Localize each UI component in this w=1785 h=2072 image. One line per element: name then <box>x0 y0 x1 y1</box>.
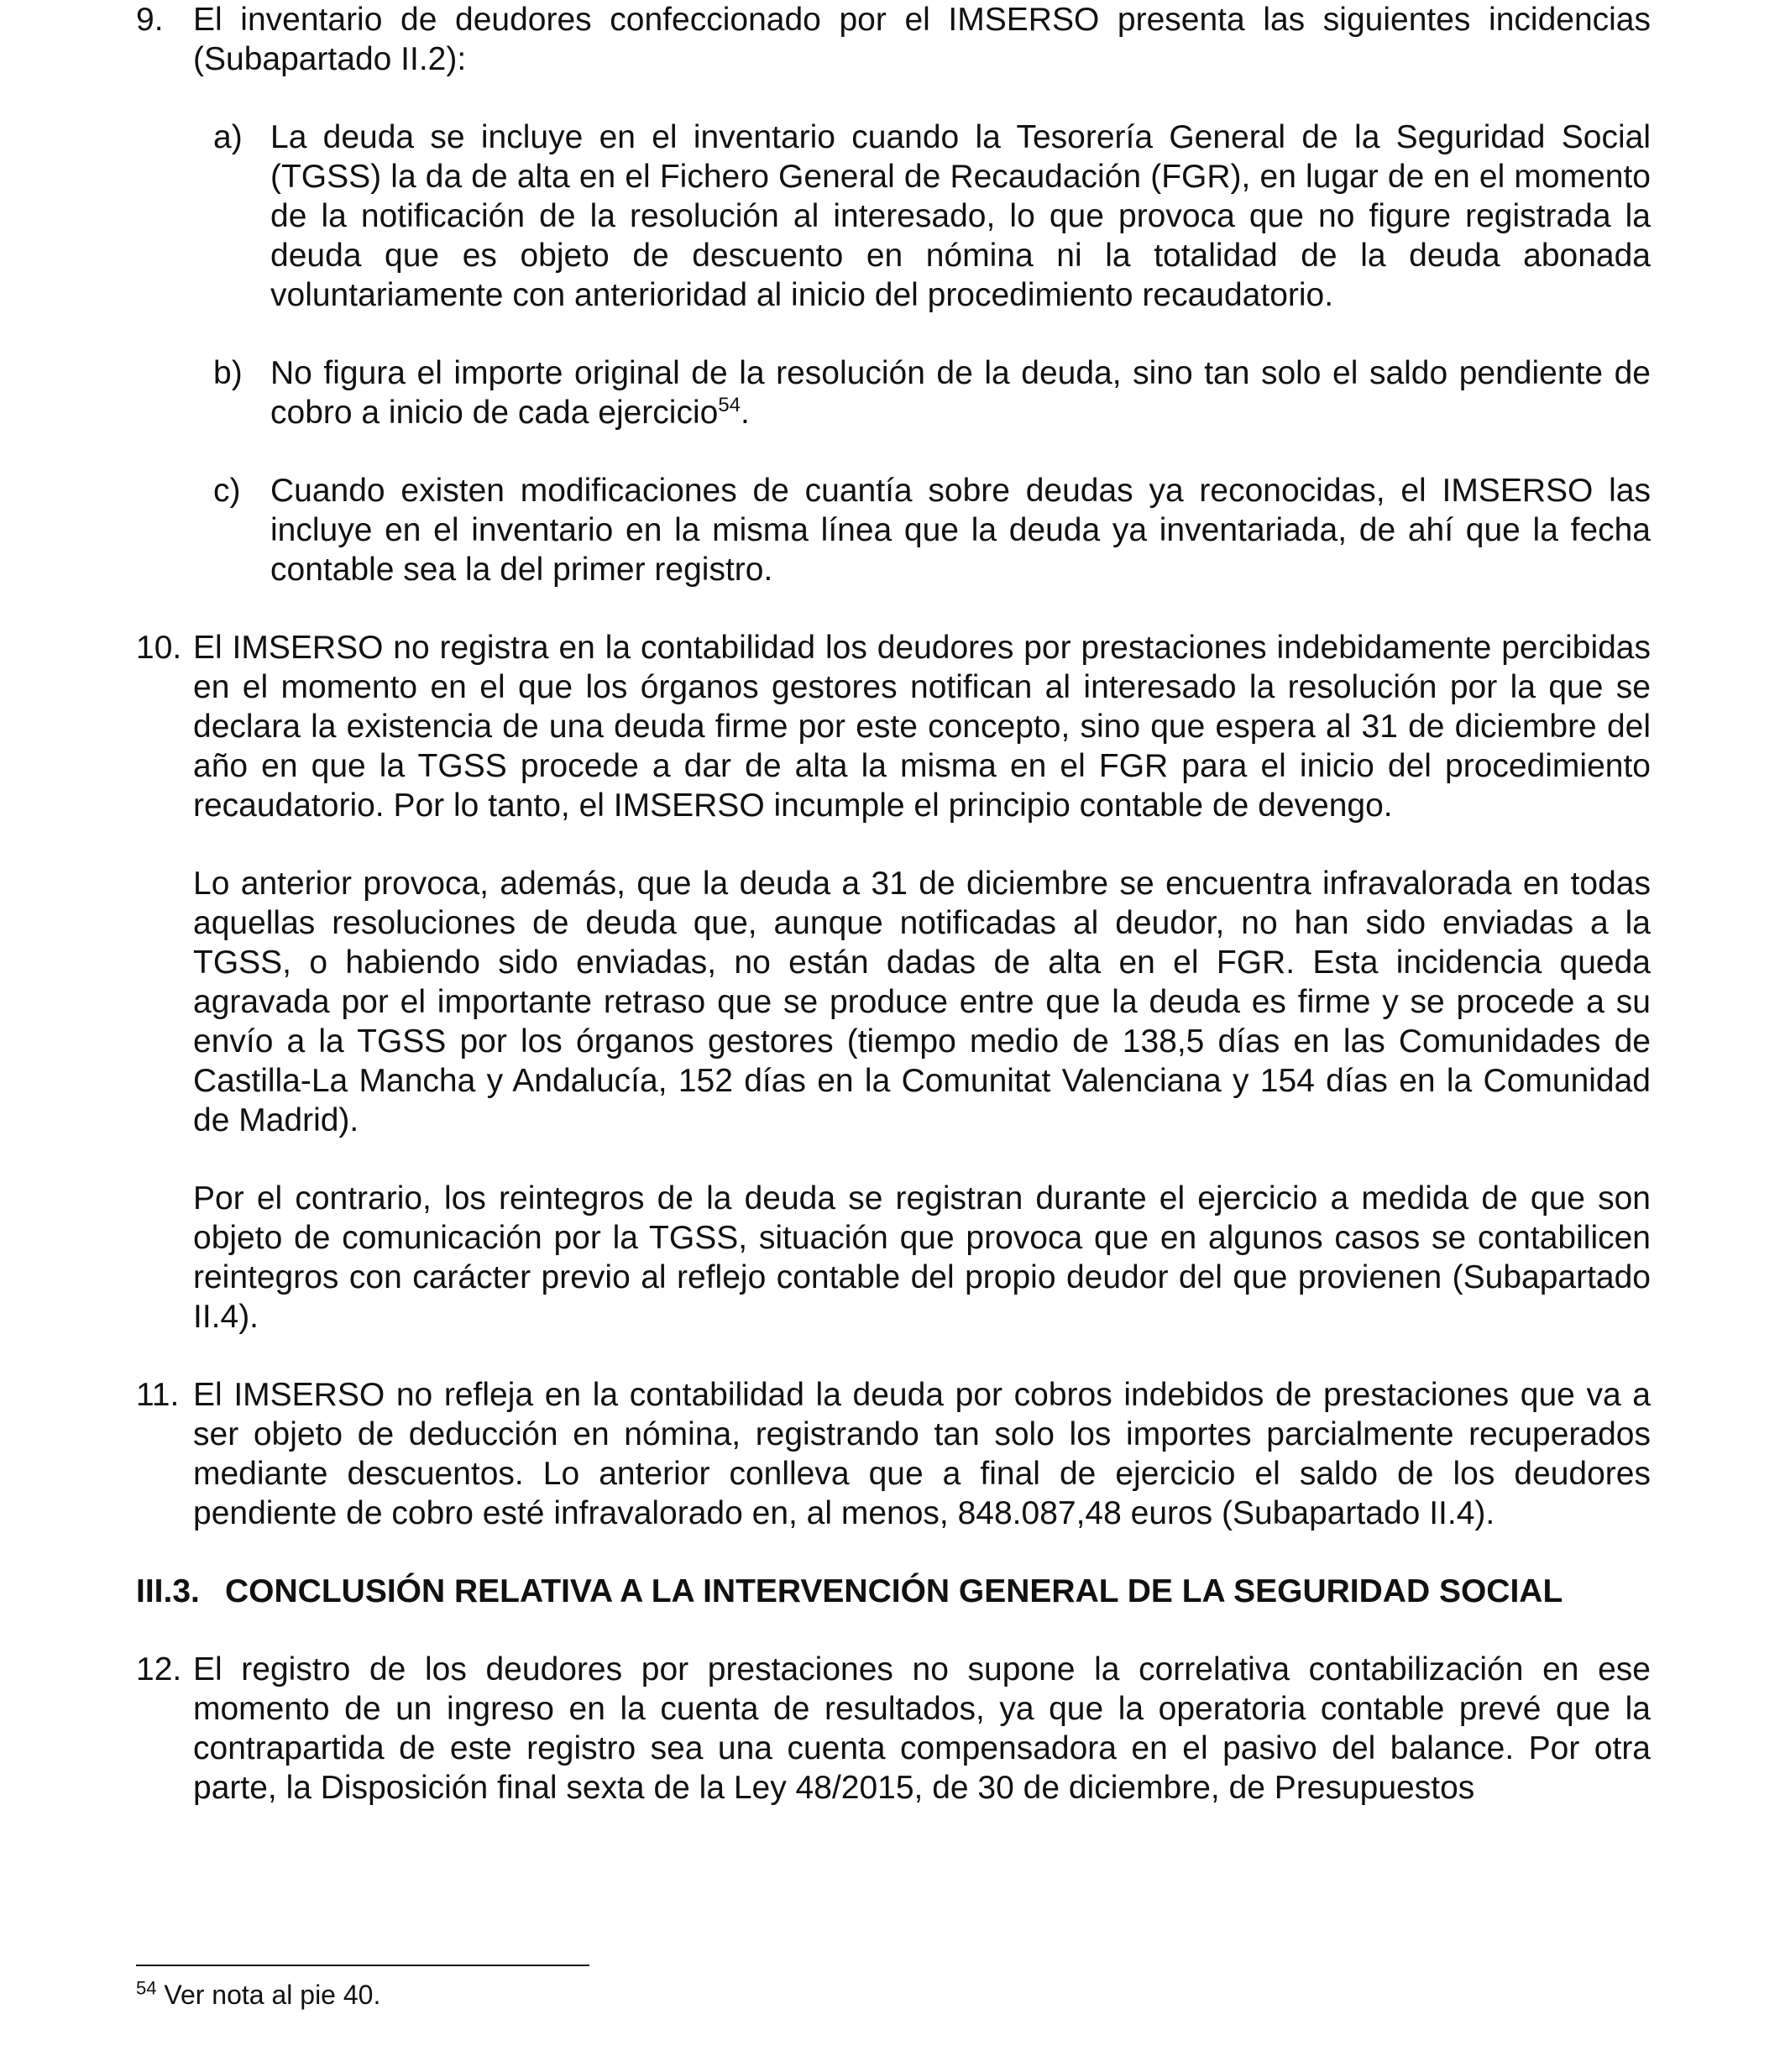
sub-item-letter: c) <box>213 473 241 509</box>
sub-item-letter: b) <box>213 355 243 391</box>
item-number: 11. <box>136 1377 180 1413</box>
footnote-ref[interactable]: 54 <box>718 394 741 416</box>
list-item-11 <box>136 1375 1651 1533</box>
sub-item-text: La deuda se incluye en el inventario cuando la Tesorería General de la Seguridad Social (TGSS) la da de alta en el Fichero General de Recaudación (FGR), en lugar de en el momento de la notificación de la resolución al interesado, lo que provoca que no figure registrada la deuda que es objeto de descuento en nómina ni la totalidad de la deuda abonada voluntariamente con anterioridad al inicio del procedimiento recaudatorio. <box>270 119 1651 313</box>
item-number: 10. <box>136 630 182 666</box>
item-number: 12. <box>136 1651 182 1687</box>
sub-item-text: Cuando existen modificaciones de cuantía sobre deudas ya reconocidas, el IMSERSO las incluye en el inventario en la misma línea que la deuda ya inventariada, de ahí que la fecha contable sea la del primer registro. <box>270 473 1651 588</box>
section-title: CONCLUSIÓN RELATIVA A LA INTERVENCIÓN GENERAL DE LA SEGURIDAD SOCIAL <box>225 1573 1563 1609</box>
sub-item-text: No figura el importe original de la resolución de la deuda, sino tan solo el saldo pendiente de cobro a inicio de cada ejercicio <box>270 355 1651 431</box>
sub-item-text-end: . <box>741 395 750 431</box>
list-item-10 <box>136 628 1651 1337</box>
item-text: El IMSERSO no registra en la contabilidad los deudores por prestaciones indebidamente percibidas en el momento en el que los órganos gestores notifican al interesado la resolución por la que se declara la existencia de una deuda firme por este concepto, sino que espera al 31 de diciembre del año en que la TGSS procede a dar de alta la misma en el FGR para el inicio del procedimiento recaudatorio. Por lo tanto, el IMSERSO incumple el principio contable de devengo. <box>193 630 1651 824</box>
item-number: 9. <box>136 2 164 38</box>
section-number: III.3. <box>136 1573 200 1609</box>
sub-item-c <box>136 471 1651 589</box>
item-text: El inventario de deudores confeccionado por el IMSERSO presenta las siguientes incidencias (Subapartado II.2): <box>193 2 1651 77</box>
list-item-9 <box>136 0 1651 589</box>
section-heading <box>136 1572 1651 1611</box>
footnote-divider <box>136 1965 589 1966</box>
sub-item-a <box>136 118 1651 315</box>
footnote-marker: 54 <box>136 1977 157 1999</box>
sub-item-b <box>136 353 1651 432</box>
list-item-12 <box>136 1650 1651 1808</box>
footnote <box>136 1978 380 2012</box>
sub-item-letter: a) <box>213 119 243 155</box>
item-text: El registro de los deudores por prestaciones no supone la correlativa contabilización en ese momento de un ingreso en la cuenta de resultados, ya que la operatoria contable prevé que la contrapartida de este registro sea una cuenta compensadora en el pasivo del balance. Por otra parte, la Disposición final sexta de la Ley 48/2015, de 30 de diciembre, de Presupuestos <box>193 1651 1651 1806</box>
footnote-text: Ver nota al pie 40. <box>164 1980 381 2010</box>
item-paragraph: Por el contrario, los reintegros de la deuda se registran durante el ejercicio a medida de que son objeto de comunicación por la TGSS, situación que provoca que en algunos casos se contabilicen reintegros con carácter previo al reflejo contable del propio deudor del que provienen (Subapartado II.4). <box>193 1180 1651 1335</box>
document-page <box>136 0 1651 1846</box>
item-text: El IMSERSO no refleja en la contabilidad la deuda por cobros indebidos de prestaciones que va a ser objeto de deducción en nómina, registrando tan solo los importes parcialmente recuperados mediante descuentos. Lo anterior conlleva que a final de ejercicio el saldo de los deudores pendiente de cobro esté infravalorado en, al menos, 848.087,48 euros (Subapartado II.4). <box>193 1377 1651 1531</box>
item-paragraph: Lo anterior provoca, además, que la deuda a 31 de diciembre se encuentra infravalorada en todas aquellas resoluciones de deuda que, aunque notificadas al deudor, no han sido enviadas a la TGSS, o habiendo sido enviadas, no están dadas de alta en el FGR. Esta incidencia queda agravada por el importante retraso que se produce entre que la deuda es firme y se procede a su envío a la TGSS por los órganos gestores (tiempo medio de 138,5 días en las Comunidades de Castilla-La Mancha y Andalucía, 152 días en la Comunitat Valenciana y 154 días en la Comunidad de Madrid). <box>193 866 1651 1138</box>
